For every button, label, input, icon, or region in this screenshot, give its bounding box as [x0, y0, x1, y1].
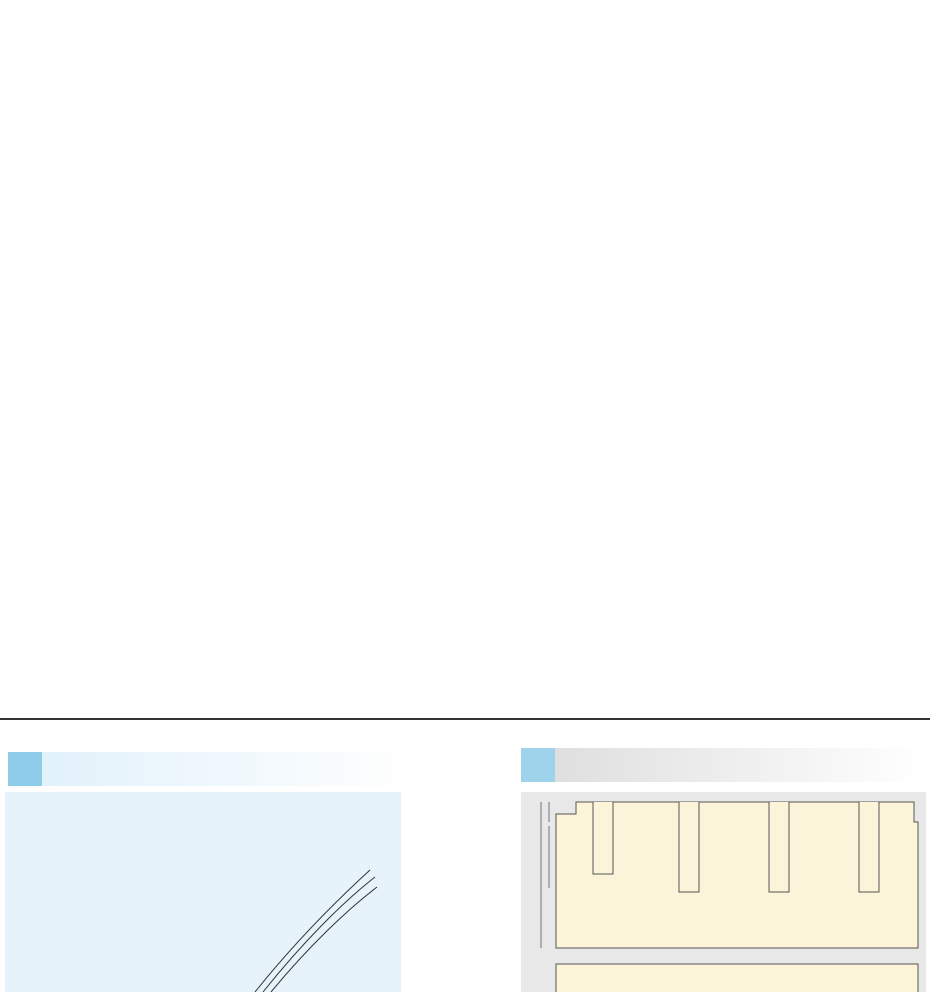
curve-line-2: [263, 877, 375, 992]
curve-line-1: [255, 870, 370, 992]
foundation-drawing: [521, 792, 926, 992]
foundation-plan: [556, 964, 918, 992]
anchor-hole-4: [859, 802, 879, 892]
table-bottom-rule: [0, 718, 930, 720]
curve-line-3: [271, 887, 377, 992]
performance-chart: [5, 792, 401, 992]
performance-chart-panel: [5, 792, 401, 992]
anchor-hole-1: [593, 802, 613, 874]
header-square-icon: [8, 752, 42, 786]
header-square-icon: [521, 748, 555, 782]
anchor-hole-3: [769, 802, 789, 892]
base-section-header: [521, 748, 926, 782]
curve-section-header: [8, 752, 416, 786]
anchor-hole-2: [679, 802, 699, 892]
foundation-drawing-panel: [521, 792, 926, 992]
